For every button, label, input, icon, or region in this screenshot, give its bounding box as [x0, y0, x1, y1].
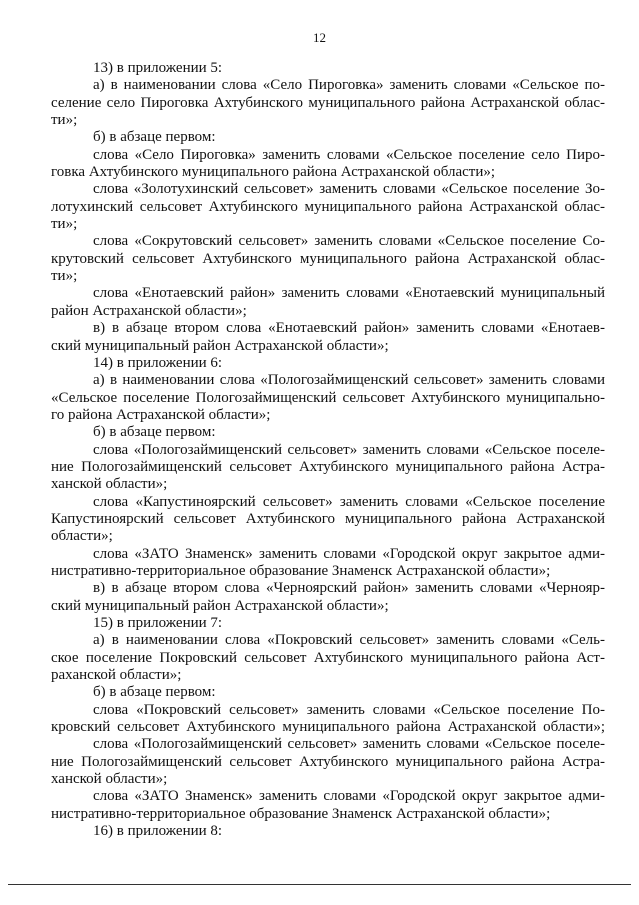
text-line: ское поселение Покровский сельсовет Ахтубинского муниципального района Аст- — [51, 649, 605, 666]
text-line: слова «ЗАТО Знаменск» заменить словами «Городской округ закрытое адми- — [93, 788, 605, 805]
text-line: ние Пологозаймищенский сельсовет Ахтубинского муниципального района Астра- — [51, 753, 605, 770]
text-line: 13) в приложении 5: — [93, 60, 223, 76]
page-number: 12 — [313, 30, 326, 45]
text-line: лотухинский сельсовет Ахтубинского муниципального района Астраханской облас- — [51, 198, 605, 215]
text-line: селение село Пироговка Ахтубинского муниципального района Астраханской облас- — [51, 94, 605, 111]
text-line: Капустиноярский сельсовет Ахтубинского муниципального района Астраханской — [51, 510, 605, 527]
text-line: слова «Золотухинский сельсовет» заменить словами «Сельское поселение Зо- — [93, 181, 605, 198]
text-line: а) в наименовании слова «Покровский сельсовет» заменить словами «Сель- — [93, 632, 605, 649]
text-line: а) в наименовании слова «Село Пироговка» заменить словами «Сельское по- — [93, 77, 605, 94]
text-line: области»; — [51, 528, 113, 545]
text-line: б) в абзаце первом: — [93, 684, 216, 701]
text-line: го района Астраханской области»; — [51, 406, 271, 423]
page-bottom-rule — [8, 884, 631, 885]
text-line: крутовский сельсовет Ахтубинского муниципального района Астраханской облас- — [51, 250, 605, 267]
text-line: район Астраханской области»; — [51, 302, 247, 319]
text-line: ти»; — [51, 216, 78, 233]
text-line: слова «Покровский сельсовет» заменить словами «Сельское поселение По- — [93, 701, 605, 718]
text-line: ти»; — [51, 268, 78, 285]
text-line: ти»; — [51, 112, 78, 129]
text-line: в) в абзаце втором слова «Енотаевский район» заменить словами «Енотаев- — [93, 320, 605, 337]
text-line: слова «ЗАТО Знаменск» заменить словами «Городской округ закрытое адми- — [93, 545, 605, 562]
text-line: ский муниципальный район Астраханской области»; — [51, 597, 389, 614]
text-line: 15) в приложении 7: — [93, 615, 223, 631]
document-body — [51, 60, 605, 840]
text-line: ский муниципальный район Астраханской области»; — [51, 337, 389, 354]
text-line: б) в абзаце первом: — [93, 129, 216, 146]
text-line: слова «Сокрутовский сельсовет» заменить словами «Сельское поселение Со- — [93, 233, 605, 250]
text-line: в) в абзаце втором слова «Черноярский район» заменить словами «Чернояр- — [93, 580, 605, 597]
text-line: 14) в приложении 6: — [93, 354, 223, 371]
text-line: нистративно-территориальное образование Знаменск Астраханской области»; — [51, 562, 551, 579]
text-line: слова «Село Пироговка» заменить словами «Сельское поселение село Пиро- — [93, 146, 605, 163]
text-line: «Сельское поселение Пологозаймищенский сельсовет Ахтубинского муниципально- — [51, 389, 605, 406]
text-line: нистративно-территориальное образование Знаменск Астраханской области»; — [51, 805, 551, 822]
text-line: 16) в приложении 8: — [93, 823, 223, 840]
text-line: слова «Пологозаймищенский сельсовет» заменить словами «Сельское поселе- — [93, 441, 605, 458]
text-line: говка Ахтубинского муниципального района Астраханской области»; — [51, 164, 496, 181]
text-line: ханской области»; — [51, 476, 168, 493]
text-line: ханской области»; — [51, 771, 168, 788]
text-line: слова «Капустиноярский сельсовет» заменить словами «Сельское поселение — [93, 493, 605, 510]
text-line: б) в абзаце первом: — [93, 424, 216, 441]
text-line: раханской области»; — [51, 667, 182, 684]
text-line: ние Пологозаймищенский сельсовет Ахтубинского муниципального района Астра- — [51, 458, 605, 475]
text-line: слова «Енотаевский район» заменить словами «Енотаевский муниципальный — [93, 285, 605, 302]
text-line: а) в наименовании слова «Пологозаймищенский сельсовет» заменить словами — [93, 372, 605, 389]
text-line: кровский сельсовет Ахтубинского муниципального района Астраханской области»; — [51, 719, 605, 736]
text-line: слова «Пологозаймищенский сельсовет» заменить словами «Сельское поселе- — [93, 736, 605, 753]
